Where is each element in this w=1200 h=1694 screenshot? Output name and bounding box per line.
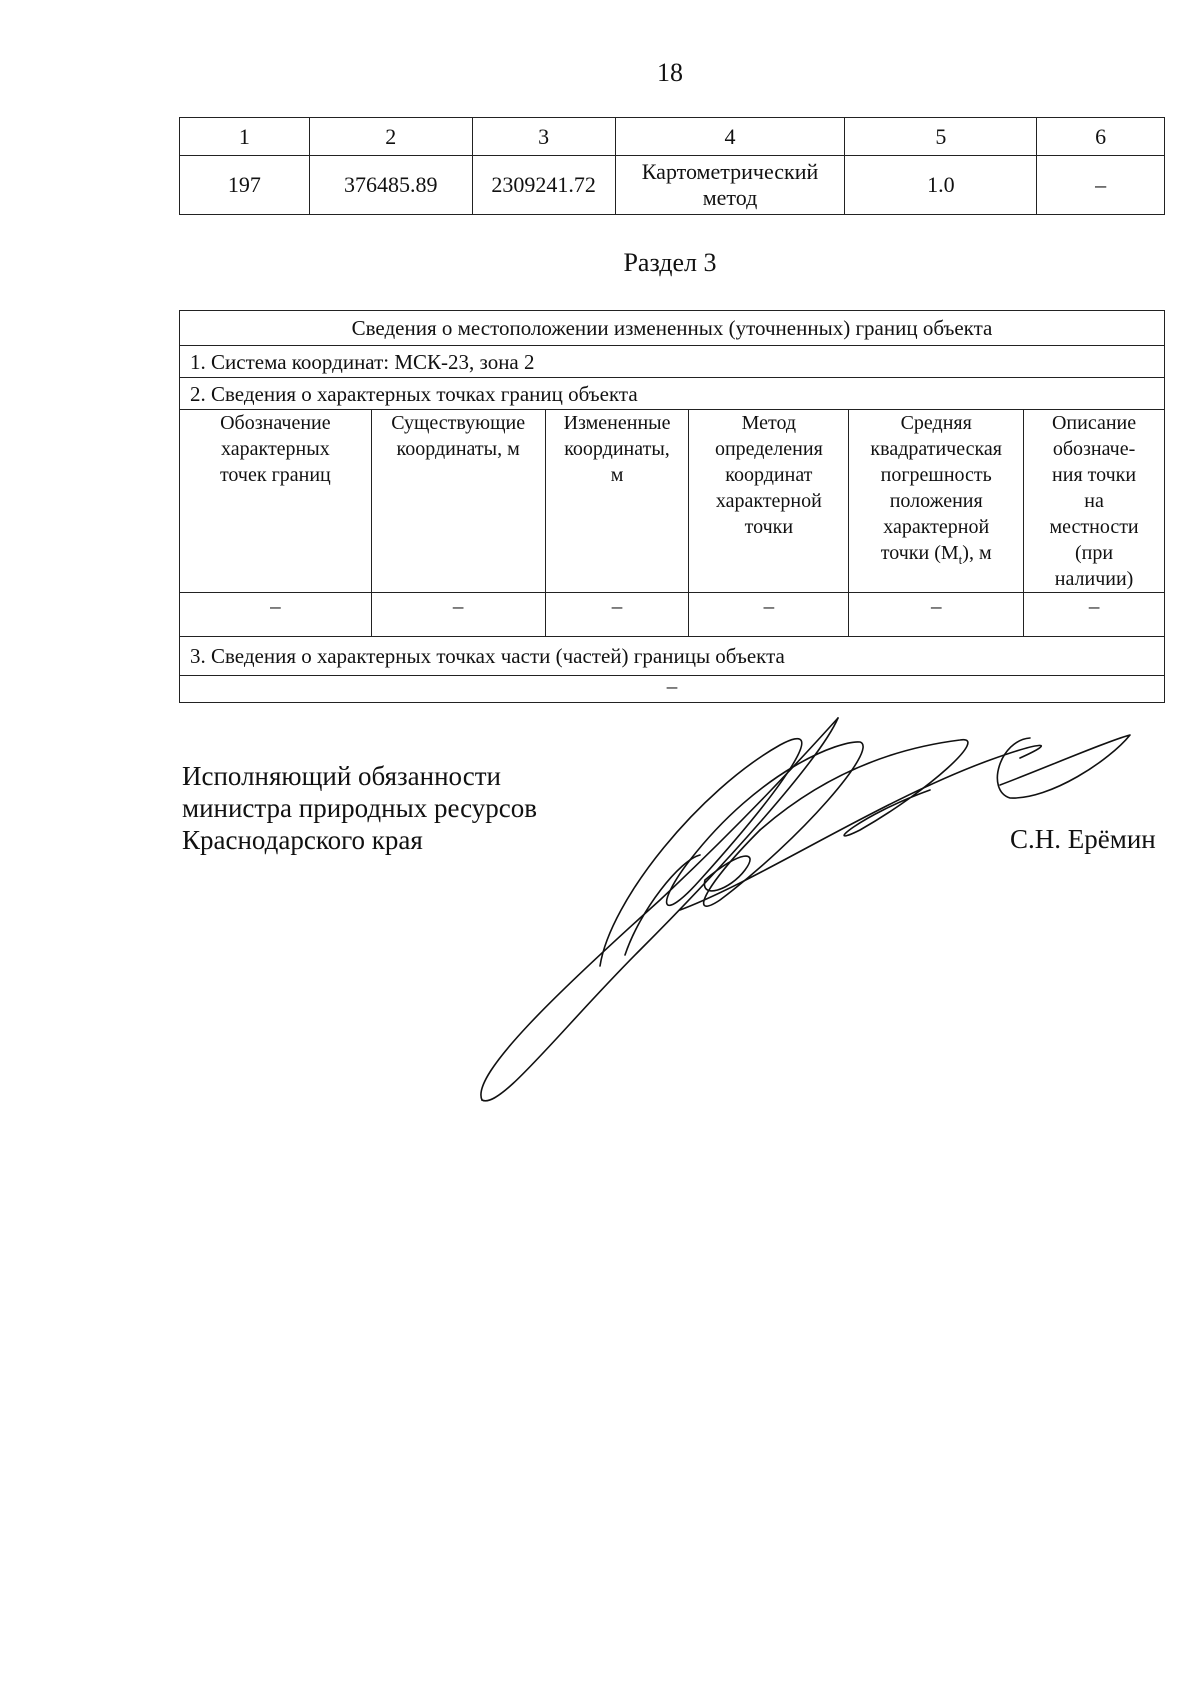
header-line: обозначе- bbox=[1052, 438, 1136, 460]
header-line: характерной bbox=[715, 490, 822, 512]
accuracy-cell: 1.0 bbox=[845, 156, 1037, 215]
section-title: Раздел 3 bbox=[623, 248, 717, 277]
method-line: метод bbox=[702, 185, 758, 210]
method-line: Картометрический bbox=[641, 159, 819, 184]
section3-caption: Сведения о местоположении измененных (уточненных) границ объекта bbox=[180, 311, 1165, 346]
signer-name: С.Н. Ерёмин bbox=[1010, 824, 1156, 854]
header-line: (при bbox=[1075, 542, 1114, 564]
column-header-existing-coordinates bbox=[371, 410, 545, 593]
table-row bbox=[180, 156, 1165, 215]
header-line: Средняя bbox=[900, 412, 972, 434]
coordinates-table-continuation bbox=[179, 117, 1165, 215]
header-line: координаты, bbox=[564, 438, 670, 460]
column-number: 3 bbox=[472, 118, 615, 156]
header-line: Существующие bbox=[391, 412, 526, 434]
method-cell bbox=[615, 156, 845, 215]
table-cell: – bbox=[1024, 593, 1165, 637]
column-header-description bbox=[1024, 410, 1165, 593]
header-line: характерных bbox=[221, 438, 330, 460]
header-line: погрешность bbox=[880, 464, 992, 486]
column-number: 6 bbox=[1037, 118, 1165, 156]
parts-value: – bbox=[180, 676, 1165, 703]
table-cell: – bbox=[180, 593, 372, 637]
header-line: определения bbox=[714, 438, 823, 460]
header-line: точек границ bbox=[219, 464, 331, 486]
header-line: Измененные bbox=[563, 412, 671, 434]
point-number-cell: 197 bbox=[180, 156, 310, 215]
table-cell: – bbox=[849, 593, 1024, 637]
table-row bbox=[180, 593, 1165, 637]
x-coordinate-cell: 376485.89 bbox=[309, 156, 472, 215]
table-cell: – bbox=[371, 593, 545, 637]
signer-title-line: министра природных ресурсов bbox=[182, 793, 537, 823]
header-line: положения bbox=[889, 490, 983, 512]
column-header-changed-coordinates bbox=[545, 410, 689, 593]
description-cell: – bbox=[1037, 156, 1165, 215]
column-header-method bbox=[689, 410, 849, 593]
header-line: на bbox=[1084, 490, 1104, 512]
header-line: наличии) bbox=[1054, 568, 1134, 590]
header-line: м bbox=[610, 464, 624, 486]
parts-title: 3. Сведения о характерных точках части (частей) границы объекта bbox=[180, 637, 1165, 676]
header-line: Метод bbox=[741, 412, 797, 434]
column-number: 1 bbox=[180, 118, 310, 156]
column-header-designation bbox=[180, 410, 372, 593]
table-cell: – bbox=[545, 593, 689, 637]
page-number: 18 bbox=[657, 58, 683, 87]
subscript: t bbox=[958, 552, 963, 567]
header-line: координат bbox=[725, 464, 813, 486]
table-header-row bbox=[180, 118, 1165, 156]
header-line: ния точки bbox=[1052, 464, 1137, 486]
header-line: характерной bbox=[883, 516, 990, 538]
points-title: 2. Сведения о характерных точках границ объекта bbox=[180, 378, 1165, 410]
header-text: точки (M bbox=[880, 542, 959, 564]
header-line: Обозначение bbox=[220, 412, 331, 434]
table-header-row bbox=[180, 410, 1165, 593]
header-line: координаты, м bbox=[396, 438, 520, 460]
y-coordinate-cell: 2309241.72 bbox=[472, 156, 615, 215]
column-number: 2 bbox=[309, 118, 472, 156]
section3-table bbox=[179, 310, 1165, 703]
handwritten-signature bbox=[470, 700, 1150, 1120]
column-number: 4 bbox=[615, 118, 845, 156]
header-text: ), м bbox=[962, 542, 992, 564]
header-line: местности bbox=[1049, 516, 1139, 538]
signer-title-line: Исполняющий обязанности bbox=[182, 761, 501, 791]
header-line bbox=[849, 540, 1023, 573]
signer-title-line: Краснодарского края bbox=[182, 825, 423, 855]
header-line: квадратическая bbox=[870, 438, 1002, 460]
header-line: Описание bbox=[1051, 412, 1137, 434]
table-cell: – bbox=[689, 593, 849, 637]
coordinate-system: 1. Система координат: МСК-23, зона 2 bbox=[180, 346, 1165, 378]
header-line: точки bbox=[744, 516, 794, 538]
column-number: 5 bbox=[845, 118, 1037, 156]
column-header-mean-error bbox=[849, 410, 1024, 593]
